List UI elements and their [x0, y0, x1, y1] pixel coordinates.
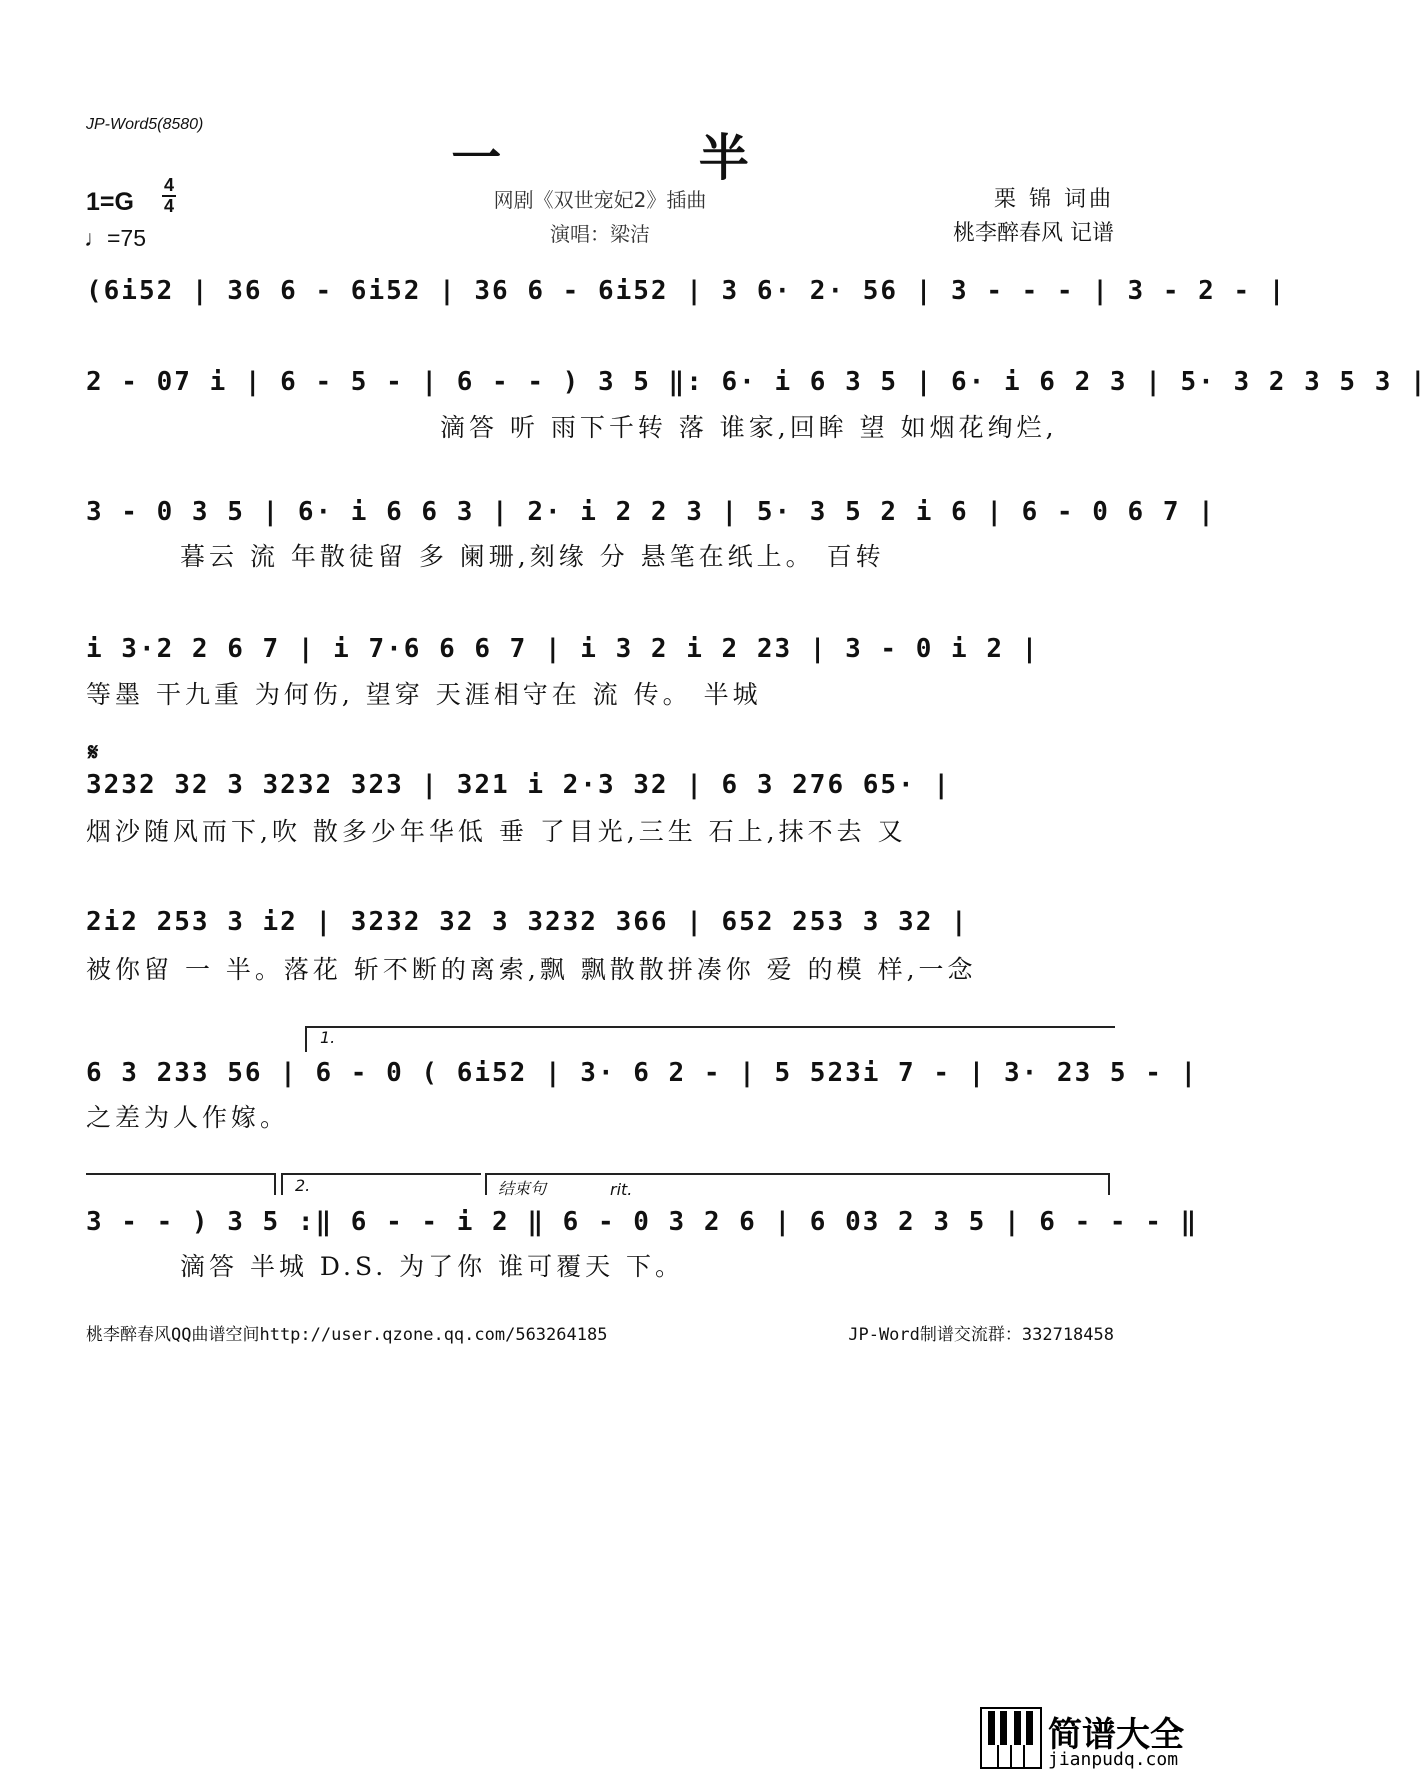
singer-credit: 演唱：梁洁 [550, 222, 650, 246]
volta-1-bracket-edge [305, 1026, 307, 1052]
volta-2-bracket [281, 1173, 481, 1175]
transcriber: 桃李醉春风 记谱 [953, 221, 1114, 246]
lyric-row-8: 滴答 半城 D.S. 为了你 谁可覆天 下。 [180, 1252, 685, 1281]
key-signature: 1=G [86, 188, 134, 216]
volta-1-bracket [305, 1026, 1115, 1028]
time-signature [162, 176, 176, 216]
rit-mark: rit. [610, 1180, 633, 1199]
volta-2-label: 2. [295, 1176, 311, 1195]
song-title: 一 半 [451, 128, 839, 187]
score-row-4: i 3·2 2 6 7 | i 7·6 6 6 7 | i 3 2 i 2 23 | 3 - 0 i 2 | [86, 634, 1040, 664]
volta-1-label: 1. [320, 1028, 336, 1047]
song-subtitle: 网剧《双世宠妃2》插曲 [493, 188, 707, 212]
site-logo [978, 1705, 1200, 1771]
tempo-mark: ♩=75 [84, 225, 147, 251]
logo-name: 简谱大全 [1048, 1715, 1184, 1755]
ending-edge [485, 1173, 487, 1195]
score-row-6: 2i2 253 3 i2 | 3232 32 3 3232 366 | 652 253 3 32 | [86, 907, 969, 937]
logo-url: jianpudq.com [1048, 1749, 1179, 1770]
score-row-8: 3 - - ) 3 5 :‖ 6 - - i 2 ‖ 6 - 0 3 2 6 | 6 03 2 3 5 | 6 - - - ‖ [86, 1207, 1199, 1237]
score-row-5: 3232 32 3 3232 323 | 321 i 2·3 32 | 6 3 276 65· | [86, 770, 952, 800]
lyric-row-5: 烟沙随风而下,吹 散多少年华低 垂 了目光,三生 石上,抹不去 又 [86, 817, 907, 846]
footer-right-credit: JP-Word制谱交流群：332718458 [848, 1325, 1114, 1345]
segno-mark: 𝄋 [88, 738, 99, 766]
score-row-3: 3 - 0 3 5 | 6· i 6 6 3 | 2· i 2 2 3 | 5· 3 5 2 i 6 | 6 - 0 6 7 | [86, 497, 1216, 527]
meter-bottom: 4 [163, 196, 174, 216]
volta-1-continuation [86, 1173, 276, 1175]
lyricist-composer: 栗 锦 词曲 [994, 187, 1114, 212]
lyric-row-6: 被你留 一 半。落花 斩不断的离索,飘 飘散散拼凑你 爱 的模 样,一念 [86, 955, 977, 984]
footer-left-credit: 桃李醉春风QQ曲谱空间http://user.qzone.qq.com/563264185 [86, 1325, 608, 1345]
score-row-2: 2 - 07 i | 6 - 5 - | 6 - - ) 3 5 ‖: 6· i 6 3 5 | 6· i 6 2 3 | 5· 3 2 3 5 3 | [86, 367, 1428, 397]
meter-top: 4 [163, 175, 174, 195]
volta-2-edge [281, 1173, 283, 1195]
ending-label: 结束句 [498, 1179, 547, 1198]
score-row-7: 6 3 233 56 | 6 - 0 ( 6i52 | 3· 6 2 - | 5 523i 7 - | 3· 23 5 - | [86, 1058, 1199, 1088]
lyric-row-4: 等墨 干九重 为何伤, 望穿 天涯相守在 流 传。 半城 [86, 680, 762, 709]
lyric-row-3: 暮云 流 年散徒留 多 阑珊,刻缘 分 悬笔在纸上。 百转 [180, 542, 885, 571]
score-row-1: (6i52 | 36 6 - 6i52 | 36 6 - 6i52 | 3 6· 2· 56 | 3 - - - | 3 - 2 - | [86, 276, 1287, 306]
ending-bracket [485, 1173, 1110, 1175]
lyric-row-7: 之差为人作嫁。 [86, 1103, 290, 1132]
software-label: JP-Word5(8580) [86, 116, 204, 133]
ending-end [1108, 1173, 1110, 1195]
volta-1-end [274, 1173, 276, 1195]
lyric-row-2: 滴答 听 雨下千转 落 谁家,回眸 望 如烟花绚烂, [440, 413, 1058, 442]
piano-keys-icon [980, 1707, 1042, 1769]
